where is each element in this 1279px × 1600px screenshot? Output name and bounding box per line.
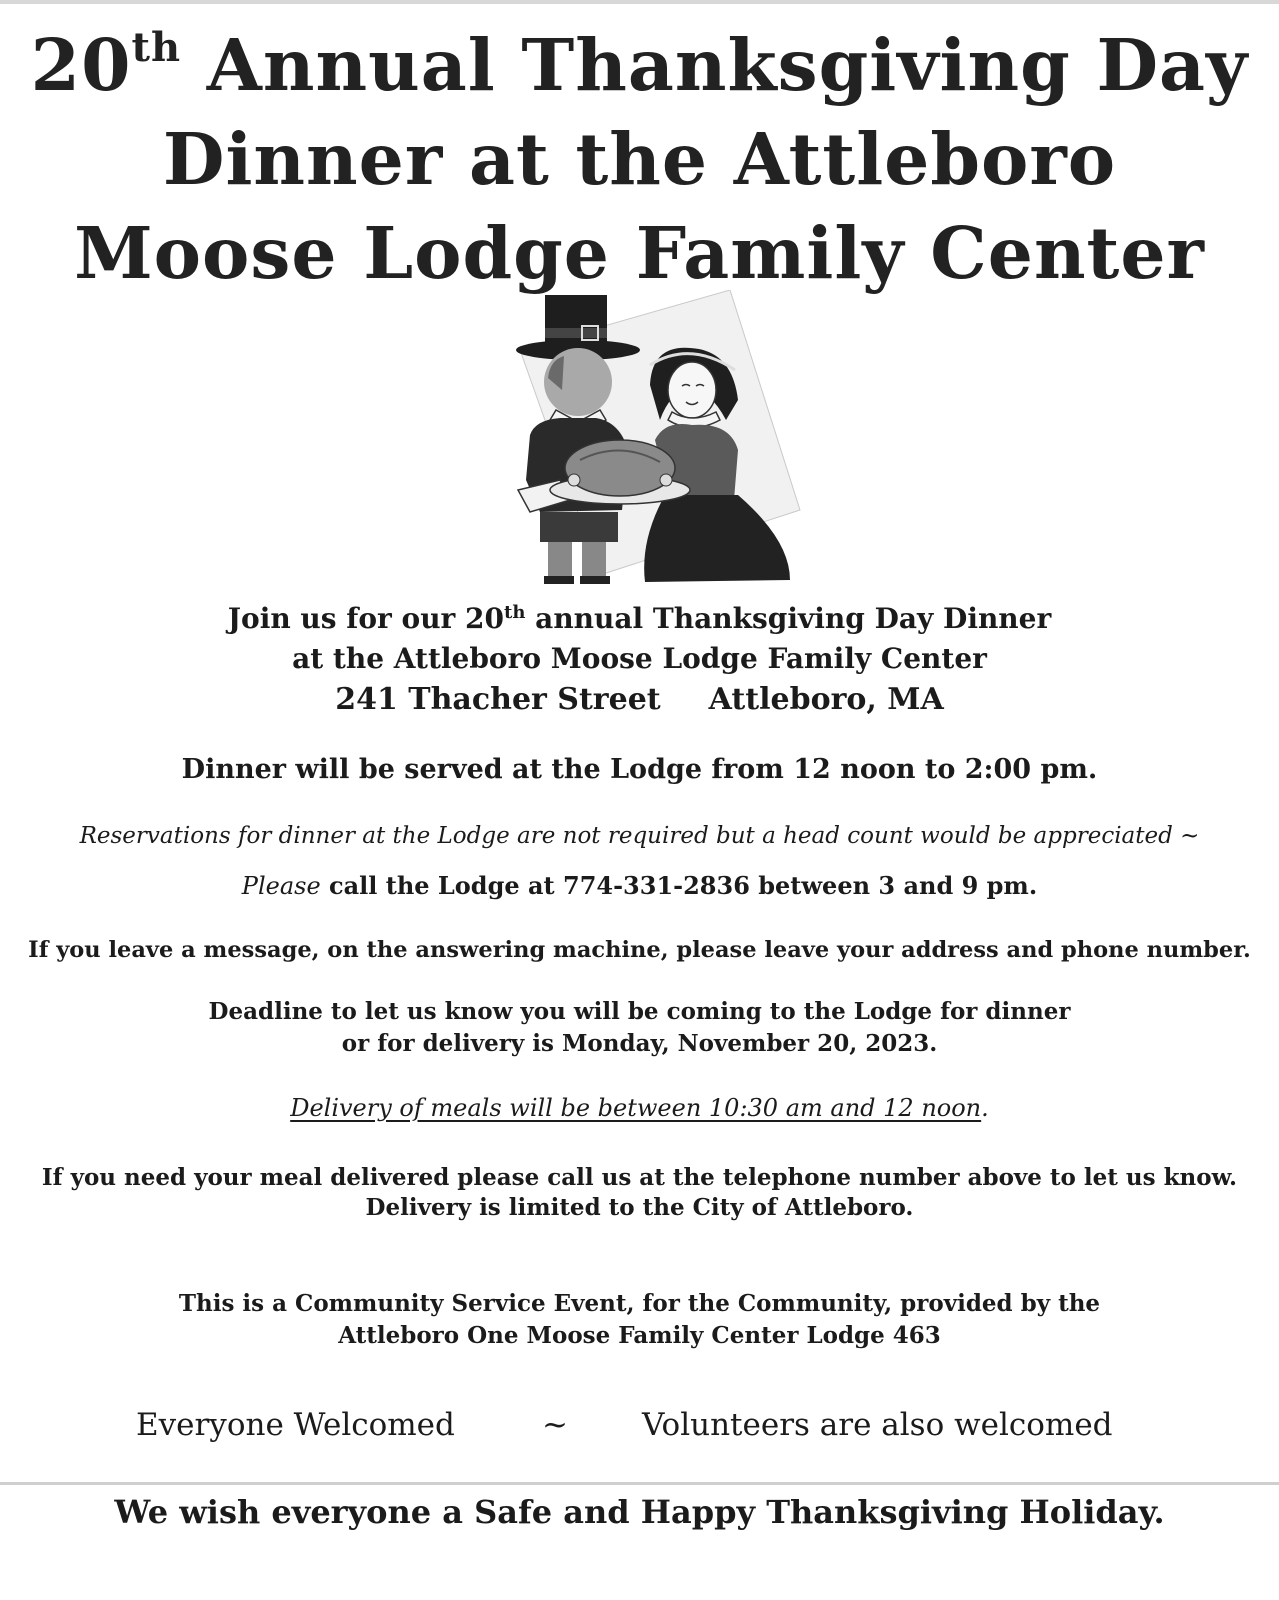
title-line-1-text: Annual Thanksgiving Day [181, 23, 1249, 107]
deadline-line-1: Deadline to let us know you will be coming to the Lodge for dinner [208, 998, 1071, 1025]
call-phone-text: call the Lodge at 774-331-2836 between 3 and 9 pm. [320, 871, 1038, 900]
top-border [0, 0, 1279, 4]
delivery-window-period: . [981, 1094, 989, 1122]
deadline-line-2: or for delivery is Monday, November 20, 2023. [341, 1030, 938, 1057]
intro-line-1 [0, 600, 1279, 642]
community-line-2: Attleboro One Moose Family Center Lodge 463 [338, 1322, 941, 1349]
reservations-text: Reservations for dinner at the Lodge are not required but a head count would be appreciated ~ [79, 823, 1200, 849]
call-please-word: Please [241, 872, 321, 900]
everyone-welcomed-text: Everyone Welcomed [136, 1407, 455, 1443]
volunteers-welcomed-text: Volunteers are also welcomed [642, 1407, 1113, 1443]
delivery-window-text [0, 1092, 1279, 1124]
pilgrim-couple-with-turkey-icon [490, 290, 820, 590]
flyer-title [0, 18, 1279, 300]
closing-message: We wish everyone a Safe and Happy Thanksgiving Holiday. [114, 1493, 1165, 1531]
title-ordinal-number: 20 [30, 23, 132, 107]
intro-line-1-end: annual Thanksgiving Day Dinner [525, 602, 1052, 635]
community-line-1: This is a Community Service Event, for the Community, provided by the [178, 1290, 1101, 1317]
delivery-info-line-2: Delivery is limited to the City of Attleboro. [365, 1194, 914, 1221]
delivery-window-underlined: Delivery of meals will be between 10:30 am and 12 noon [290, 1094, 982, 1122]
street-address: 241 Thacher Street [335, 682, 661, 717]
intro-ordinal-suffix: th [504, 602, 526, 623]
delivery-info-line-1: If you need your meal delivered please call us at the telephone number above to let us know. [41, 1164, 1238, 1191]
intro-line-1-start: Join us for our 20 [227, 602, 505, 635]
welcome-tilde: ~ [542, 1407, 568, 1443]
footer-divider [0, 1482, 1279, 1485]
city-state: Attleboro, MA [708, 682, 944, 717]
address-line [0, 680, 1279, 720]
title-line-2: Dinner at the Attleboro [162, 117, 1117, 201]
dinner-time-text: Dinner will be served at the Lodge from 12 noon to 2:00 pm. [181, 754, 1098, 785]
call-instructions [0, 870, 1279, 902]
title-ordinal-suffix: th [131, 24, 182, 72]
message-note: If you leave a message, on the answering machine, please leave your address and phone number. [28, 937, 1251, 963]
title-line-3: Moose Lodge Family Center [74, 211, 1205, 295]
intro-line-2: at the Attleboro Moose Lodge Family Center [292, 642, 987, 675]
title-line-1 [31, 23, 1249, 107]
